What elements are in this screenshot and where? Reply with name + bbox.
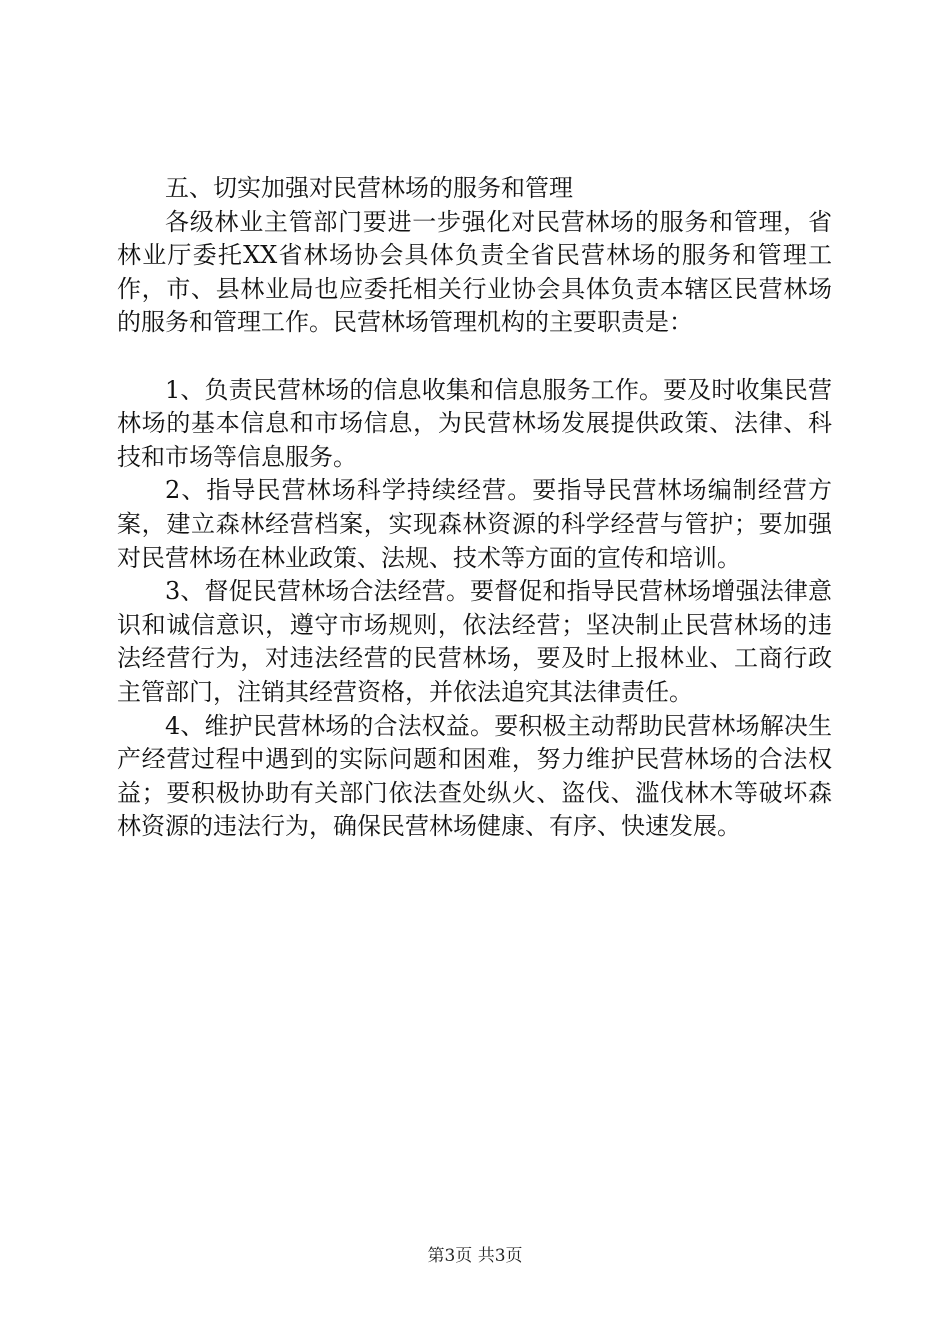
paragraph-intro: 各级林业主管部门要进一步强化对民营林场的服务和管理，省林业厅委托XX省林场协会具体负责全省民营林场的服务和管理工作，市、县林业局也应委托相关行业协会具体负责本辖区民营林场的服务和管理工作。民营林场管理机构的主要职责是： bbox=[117, 207, 832, 337]
paragraph-item-4: 4、维护民营林场的合法权益。要积极主动帮助民营林场解决生产经营过程中遇到的实际问题和困难，努力维护民营林场的合法权益；要积极协助有关部门依法查处纵火、盗伐、滥伐林木等破坏森林资源的违法行为，确保民营林场健康、有序、快速发展。 bbox=[117, 711, 832, 841]
paragraph-item-2: 2、指导民营林场科学持续经营。要指导民营林场编制经营方案，建立森林经营档案，实现森林资源的科学经营与管护；要加强对民营林场在林业政策、法规、技术等方面的宣传和培训。 bbox=[117, 476, 832, 572]
document-body bbox=[117, 172, 832, 844]
page-footer bbox=[0, 1244, 950, 1268]
paragraph-item-1: 1、负责民营林场的信息收集和信息服务工作。要及时收集民营林场的基本信息和市场信息，为民营林场发展提供政策、法律、科技和市场等信息服务。 bbox=[117, 375, 832, 471]
paragraph-item-3: 3、督促民营林场合法经营。要督促和指导民营林场增强法律意识和诚信意识，遵守市场规则，依法经营；坚决制止民营林场的违法经营行为，对违法经营的民营林场，要及时上报林业、工商行政主管部门，注销其经营资格，并依法追究其法律责任。 bbox=[117, 577, 832, 706]
page-number: 第3页 共3页 bbox=[427, 1246, 523, 1266]
section-heading: 五、切实加强对民营林场的服务和管理 bbox=[165, 174, 573, 202]
